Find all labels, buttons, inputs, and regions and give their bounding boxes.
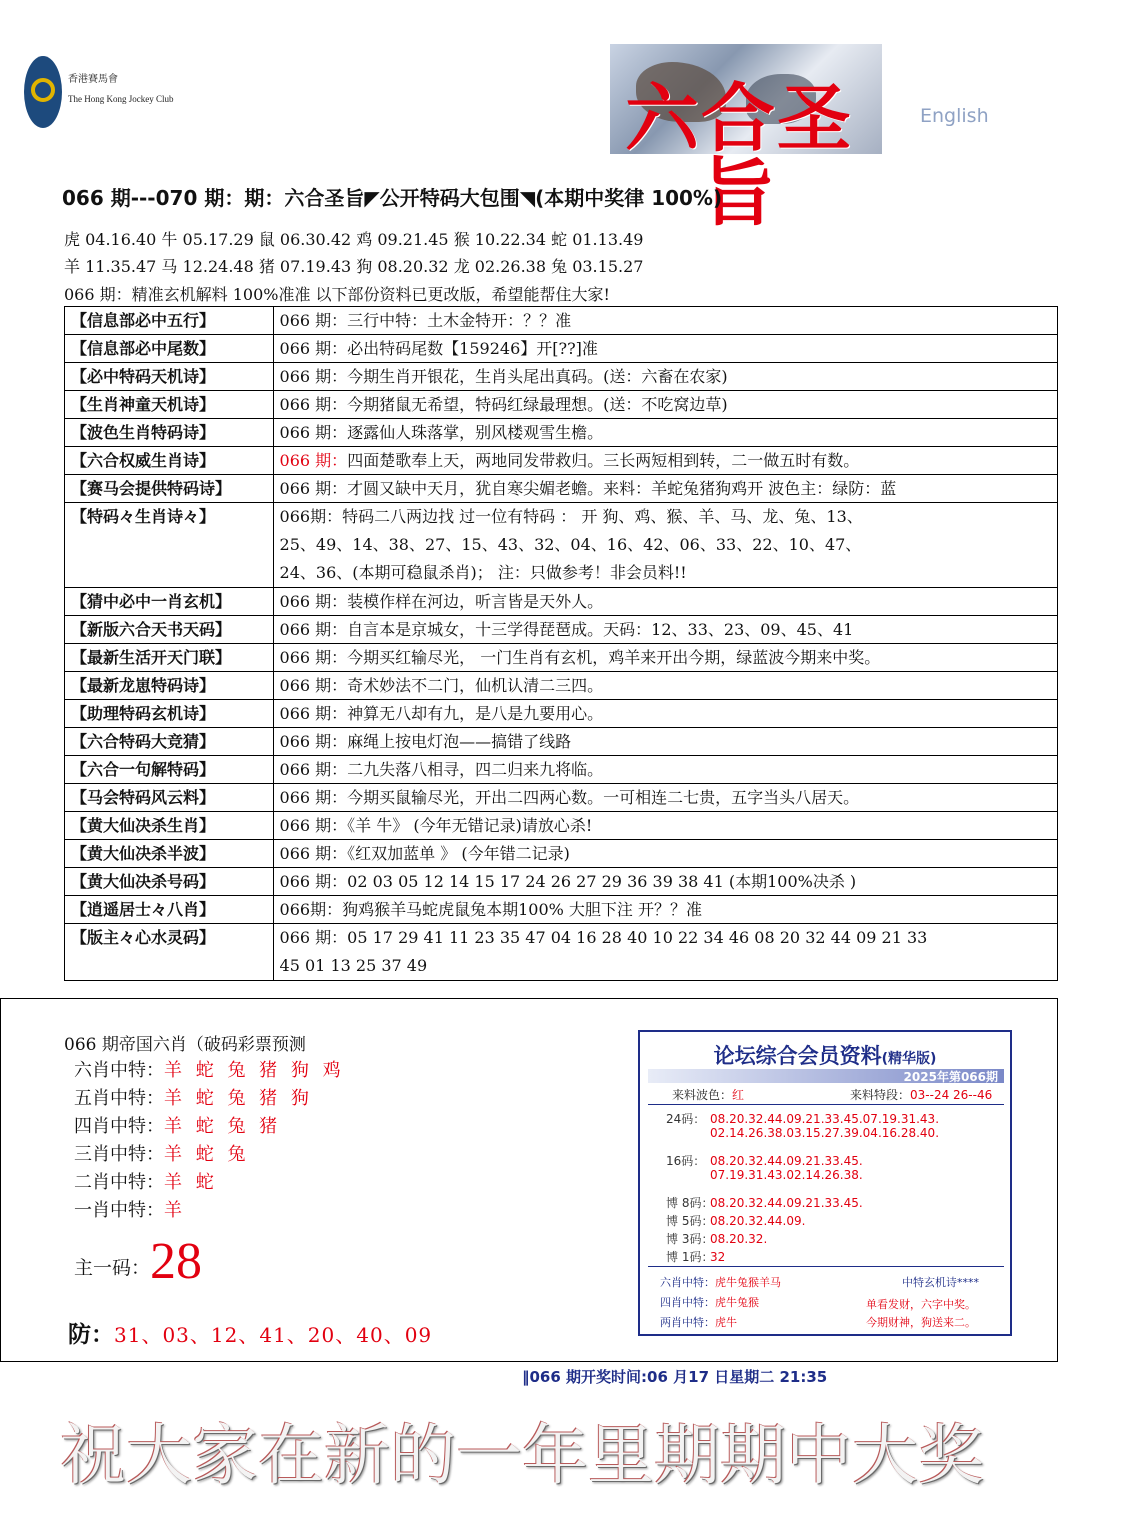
row-key: 【特码々生肖诗々】 xyxy=(65,503,274,588)
card-16-codes-2: 07.19.31.43.02.14.26.38. xyxy=(710,1168,863,1182)
defense-numbers xyxy=(68,1316,432,1349)
row-values: 羊 xyxy=(164,1200,186,1221)
table-row xyxy=(65,616,1058,644)
row-value xyxy=(273,924,1057,981)
draw-time: ‖066 期开奖时间:06 月17 日星期二 21:35 xyxy=(522,1368,828,1386)
logo-emblem-icon xyxy=(24,56,62,128)
row-values: 羊 蛇 兔 xyxy=(164,1144,250,1165)
table-row xyxy=(65,672,1058,700)
card-poem-line-2: 今期财神，狗送来二。 xyxy=(866,1316,976,1329)
row-value: 066 期：今期生肖开银花，生肖头尾出真码。(送：六畜在农家) xyxy=(273,363,1057,391)
row-key: 【版主々心水灵码】 xyxy=(65,924,274,981)
row-value: 066 期：《红双加蓝单 》 (今年错二记录) xyxy=(273,840,1057,868)
six-zodiac-row xyxy=(74,1056,345,1082)
row-value: 066 期：《羊 牛》 (今年无错记录)请放心杀! xyxy=(273,812,1057,840)
table-row xyxy=(65,475,1058,503)
jockey-club-logo[interactable] xyxy=(22,52,222,128)
row-key: 【赛马会提供特码诗】 xyxy=(65,475,274,503)
card-special-range: 来料特段：03--24 26--46 xyxy=(850,1088,993,1102)
main-code-label: 主一码： xyxy=(74,1257,151,1279)
row-key: 【最新生活开天门联】 xyxy=(65,644,274,672)
four-zodiac-row xyxy=(74,1112,281,1138)
table-row xyxy=(65,728,1058,756)
table-row xyxy=(65,840,1058,868)
row-key: 【六合权威生肖诗】 xyxy=(65,447,274,475)
card-issue: 2025年第066期 xyxy=(903,1070,998,1084)
card-bo1: 博 1码：32 xyxy=(666,1250,726,1264)
row-value-text: 四面楚歌奉上天，两地同发带救归。三长两短相到转，二一做五时有数。 xyxy=(347,451,860,470)
two-zodiac-row xyxy=(74,1168,218,1194)
row-value: 066 期：麻绳上按电灯泡——搞错了线路 xyxy=(273,728,1057,756)
row-value: 066 期：装模作样在河边，听言皆是天外人。 xyxy=(273,588,1057,616)
card-bo3: 博 3码：08.20.32. xyxy=(666,1232,768,1246)
row-key: 【生肖神童天机诗】 xyxy=(65,391,274,419)
row-key: 【猜中必中一肖玄机】 xyxy=(65,588,274,616)
logo-name-cn: 香港賽馬會 xyxy=(68,74,118,85)
table-row xyxy=(65,868,1058,896)
row-key: 【新版六合天书天码】 xyxy=(65,616,274,644)
row-value-line-2: 25、49、14、38、27、15、43、32、04、16、42、06、33、22、10、47、 xyxy=(279,535,862,554)
row-value: 066 期：逐露仙人珠落掌，别风楼观雪生檐。 xyxy=(273,419,1057,447)
row-value: 066 期：奇术妙法不二门，仙机认清二三四。 xyxy=(273,672,1057,700)
banner-title: 六合圣旨 xyxy=(625,76,853,236)
card-24-codes-2: 02.14.26.38.03.15.27.39.04.16.28.40. xyxy=(710,1126,940,1140)
row-value: 066 期：自言本是京城女，十三学得琵琶成。天码：12、33、23、09、45、41 xyxy=(273,616,1057,644)
row-key: 【马会特码风云料】 xyxy=(65,784,274,812)
card-title: 论坛综合会员资料(精华版) xyxy=(713,1044,937,1068)
table-row xyxy=(65,391,1058,419)
card-poem-label: 中特玄机诗**** xyxy=(902,1276,979,1289)
card-six-zodiac: 六肖中特：虎牛兔猴羊马 xyxy=(660,1276,781,1289)
table-row xyxy=(65,335,1058,363)
logo-name-en: The Hong Kong Jockey Club xyxy=(68,94,174,104)
table-row xyxy=(65,447,1058,475)
english-link[interactable]: English xyxy=(920,105,989,127)
defense-values: 31、03、12、41、20、40、09 xyxy=(114,1323,433,1347)
table-row xyxy=(65,700,1058,728)
row-key: 【助理特码玄机诗】 xyxy=(65,700,274,728)
table-row xyxy=(65,588,1058,616)
row-key: 【必中特码天机诗】 xyxy=(65,363,274,391)
greeting-banner: 祝大家在新的一年里期期中大奖 xyxy=(60,1417,984,1494)
banner xyxy=(596,44,882,236)
row-label: 六肖中特： xyxy=(74,1060,164,1081)
card-two-zodiac: 两肖中特：虎牛 xyxy=(660,1316,737,1329)
row-values: 羊 蛇 兔 猪 xyxy=(164,1116,282,1137)
card-source-color: 来料波色：红 xyxy=(672,1088,745,1102)
card-poem-line-1: 单看发财，六字中奖。 xyxy=(866,1298,976,1311)
row-key: 【六合特码大竞猜】 xyxy=(65,728,274,756)
row-key: 【六合一句解特码】 xyxy=(65,756,274,784)
row-value: 066 期：三行中特：土木金特开：？？准 xyxy=(273,307,1057,335)
three-zodiac-row xyxy=(74,1140,249,1166)
row-value: 066期：狗鸡猴羊马蛇虎鼠兔本期100% 大胆下注 开？？准 xyxy=(273,896,1057,924)
row-value: 066 期：02 03 05 12 14 15 17 24 26 27 29 36 39 38 41 (本期100%决杀 ) xyxy=(273,868,1057,896)
row-value-line-2: 45 01 13 25 37 49 xyxy=(279,956,428,975)
row-value: 066 期：二九失落八相寻，四二归来九将临。 xyxy=(273,756,1057,784)
table-row xyxy=(65,307,1058,335)
row-value-line-3: 24、36、(本期可稳鼠杀肖)； 注：只做参考！非会员料!! xyxy=(279,563,687,582)
row-label: 二肖中特： xyxy=(74,1172,164,1193)
info-table xyxy=(64,306,1058,981)
card-16-codes: 16码： 08.20.32.44.09.21.33.45. xyxy=(666,1154,863,1168)
row-value: 066 期：今期买鼠输尽光，开出二四两心数。一可相连二七贵，五字当头八居天。 xyxy=(273,784,1057,812)
card-four-zodiac: 四肖中特：虎牛兔猴 xyxy=(660,1296,759,1309)
zodiac-numbers-line-1: 虎 04.16.40 牛 05.17.29 鼠 06.30.42 鸡 09.21.45 猴 10.22.34 蛇 01.13.49 xyxy=(64,230,644,249)
six-zodiac-title: 066 期帝国六肖（破码彩票预测 xyxy=(64,1035,306,1055)
table-row xyxy=(65,644,1058,672)
row-key: 【信息部必中尾数】 xyxy=(65,335,274,363)
row-value: 066 期：今期猪鼠无希望，特码红绿最理想。(送：不吃窝边草) xyxy=(273,391,1057,419)
row-label: 五肖中特： xyxy=(74,1088,164,1109)
five-zodiac-row xyxy=(74,1084,313,1110)
row-key: 【黄大仙决杀半波】 xyxy=(65,840,274,868)
issue-prefix: 066 期： xyxy=(279,451,348,470)
row-key: 【逍遥居士々八肖】 xyxy=(65,896,274,924)
row-key: 【黄大仙决杀生肖】 xyxy=(65,812,274,840)
card-title-small: (精华版) xyxy=(881,1051,937,1067)
row-values: 羊 蛇 兔 猪 狗 xyxy=(164,1088,313,1109)
table-row xyxy=(65,419,1058,447)
table-row xyxy=(65,896,1058,924)
row-key: 【信息部必中五行】 xyxy=(65,307,274,335)
intro-note: 066 期：精准玄机解料 100%准准 以下部份资料已更改版，希望能帮住大家! xyxy=(64,285,610,304)
zodiac-numbers-line-2: 羊 11.35.47 马 12.24.48 猪 07.19.43 狗 08.20.32 龙 02.26.38 兔 03.15.27 xyxy=(64,257,644,276)
table-row xyxy=(65,812,1058,840)
table-row xyxy=(65,363,1058,391)
row-value: 066 期：才圆又缺中天月，犹自寒尖媚老蟾。来料：羊蛇兔猪狗鸡开 波色主：绿防：蓝 xyxy=(273,475,1057,503)
row-value xyxy=(273,447,1057,475)
card-bo5: 博 5码：08.20.32.44.09. xyxy=(666,1214,806,1228)
row-value: 066 期：必出特码尾数【159246】开[??]准 xyxy=(273,335,1057,363)
table-row xyxy=(65,924,1058,981)
member-data-card xyxy=(638,1030,1012,1336)
row-key: 【最新龙崽特码诗】 xyxy=(65,672,274,700)
main-code xyxy=(74,1232,202,1291)
defense-label: 防： xyxy=(68,1321,114,1348)
row-label: 一肖中特： xyxy=(74,1200,164,1221)
row-value-line-1: 066 期：05 17 29 41 11 23 35 47 04 16 28 40 10 22 34 46 08 20 32 44 09 21 33 xyxy=(279,928,928,947)
row-value-line-1: 066期：特码二八两边找 过一位有特码 ： 开 狗、鸡、猴、羊、马、龙、兔、13、 xyxy=(279,507,863,526)
table-row xyxy=(65,784,1058,812)
row-key: 【波色生肖特码诗】 xyxy=(65,419,274,447)
row-label: 三肖中特： xyxy=(74,1144,164,1165)
row-values: 羊 蛇 xyxy=(164,1172,218,1193)
table-row xyxy=(65,503,1058,588)
main-code-number: 28 xyxy=(150,1233,203,1290)
row-value: 066 期：今期买红输尽光， 一门生肖有玄机，鸡羊来开出今期，绿蓝波今期来中奖。 xyxy=(273,644,1057,672)
card-bo8: 博 8码：08.20.32.44.09.21.33.45. xyxy=(666,1196,863,1210)
page-headline: 066 期---070 期：期：六合圣旨◤公开特码大包围◥(本期中奖律 100%) xyxy=(62,186,723,210)
row-values: 羊 蛇 兔 猪 狗 鸡 xyxy=(164,1060,345,1081)
row-value xyxy=(273,503,1057,588)
table-row xyxy=(65,756,1058,784)
row-value: 066 期：神算无八却有九，是八是九要用心。 xyxy=(273,700,1057,728)
row-label: 四肖中特： xyxy=(74,1116,164,1137)
card-24-codes: 24码： 08.20.32.44.09.21.33.45.07.19.31.43. xyxy=(666,1112,940,1126)
one-zodiac-row xyxy=(74,1196,186,1222)
row-key: 【黄大仙决杀号码】 xyxy=(65,868,274,896)
